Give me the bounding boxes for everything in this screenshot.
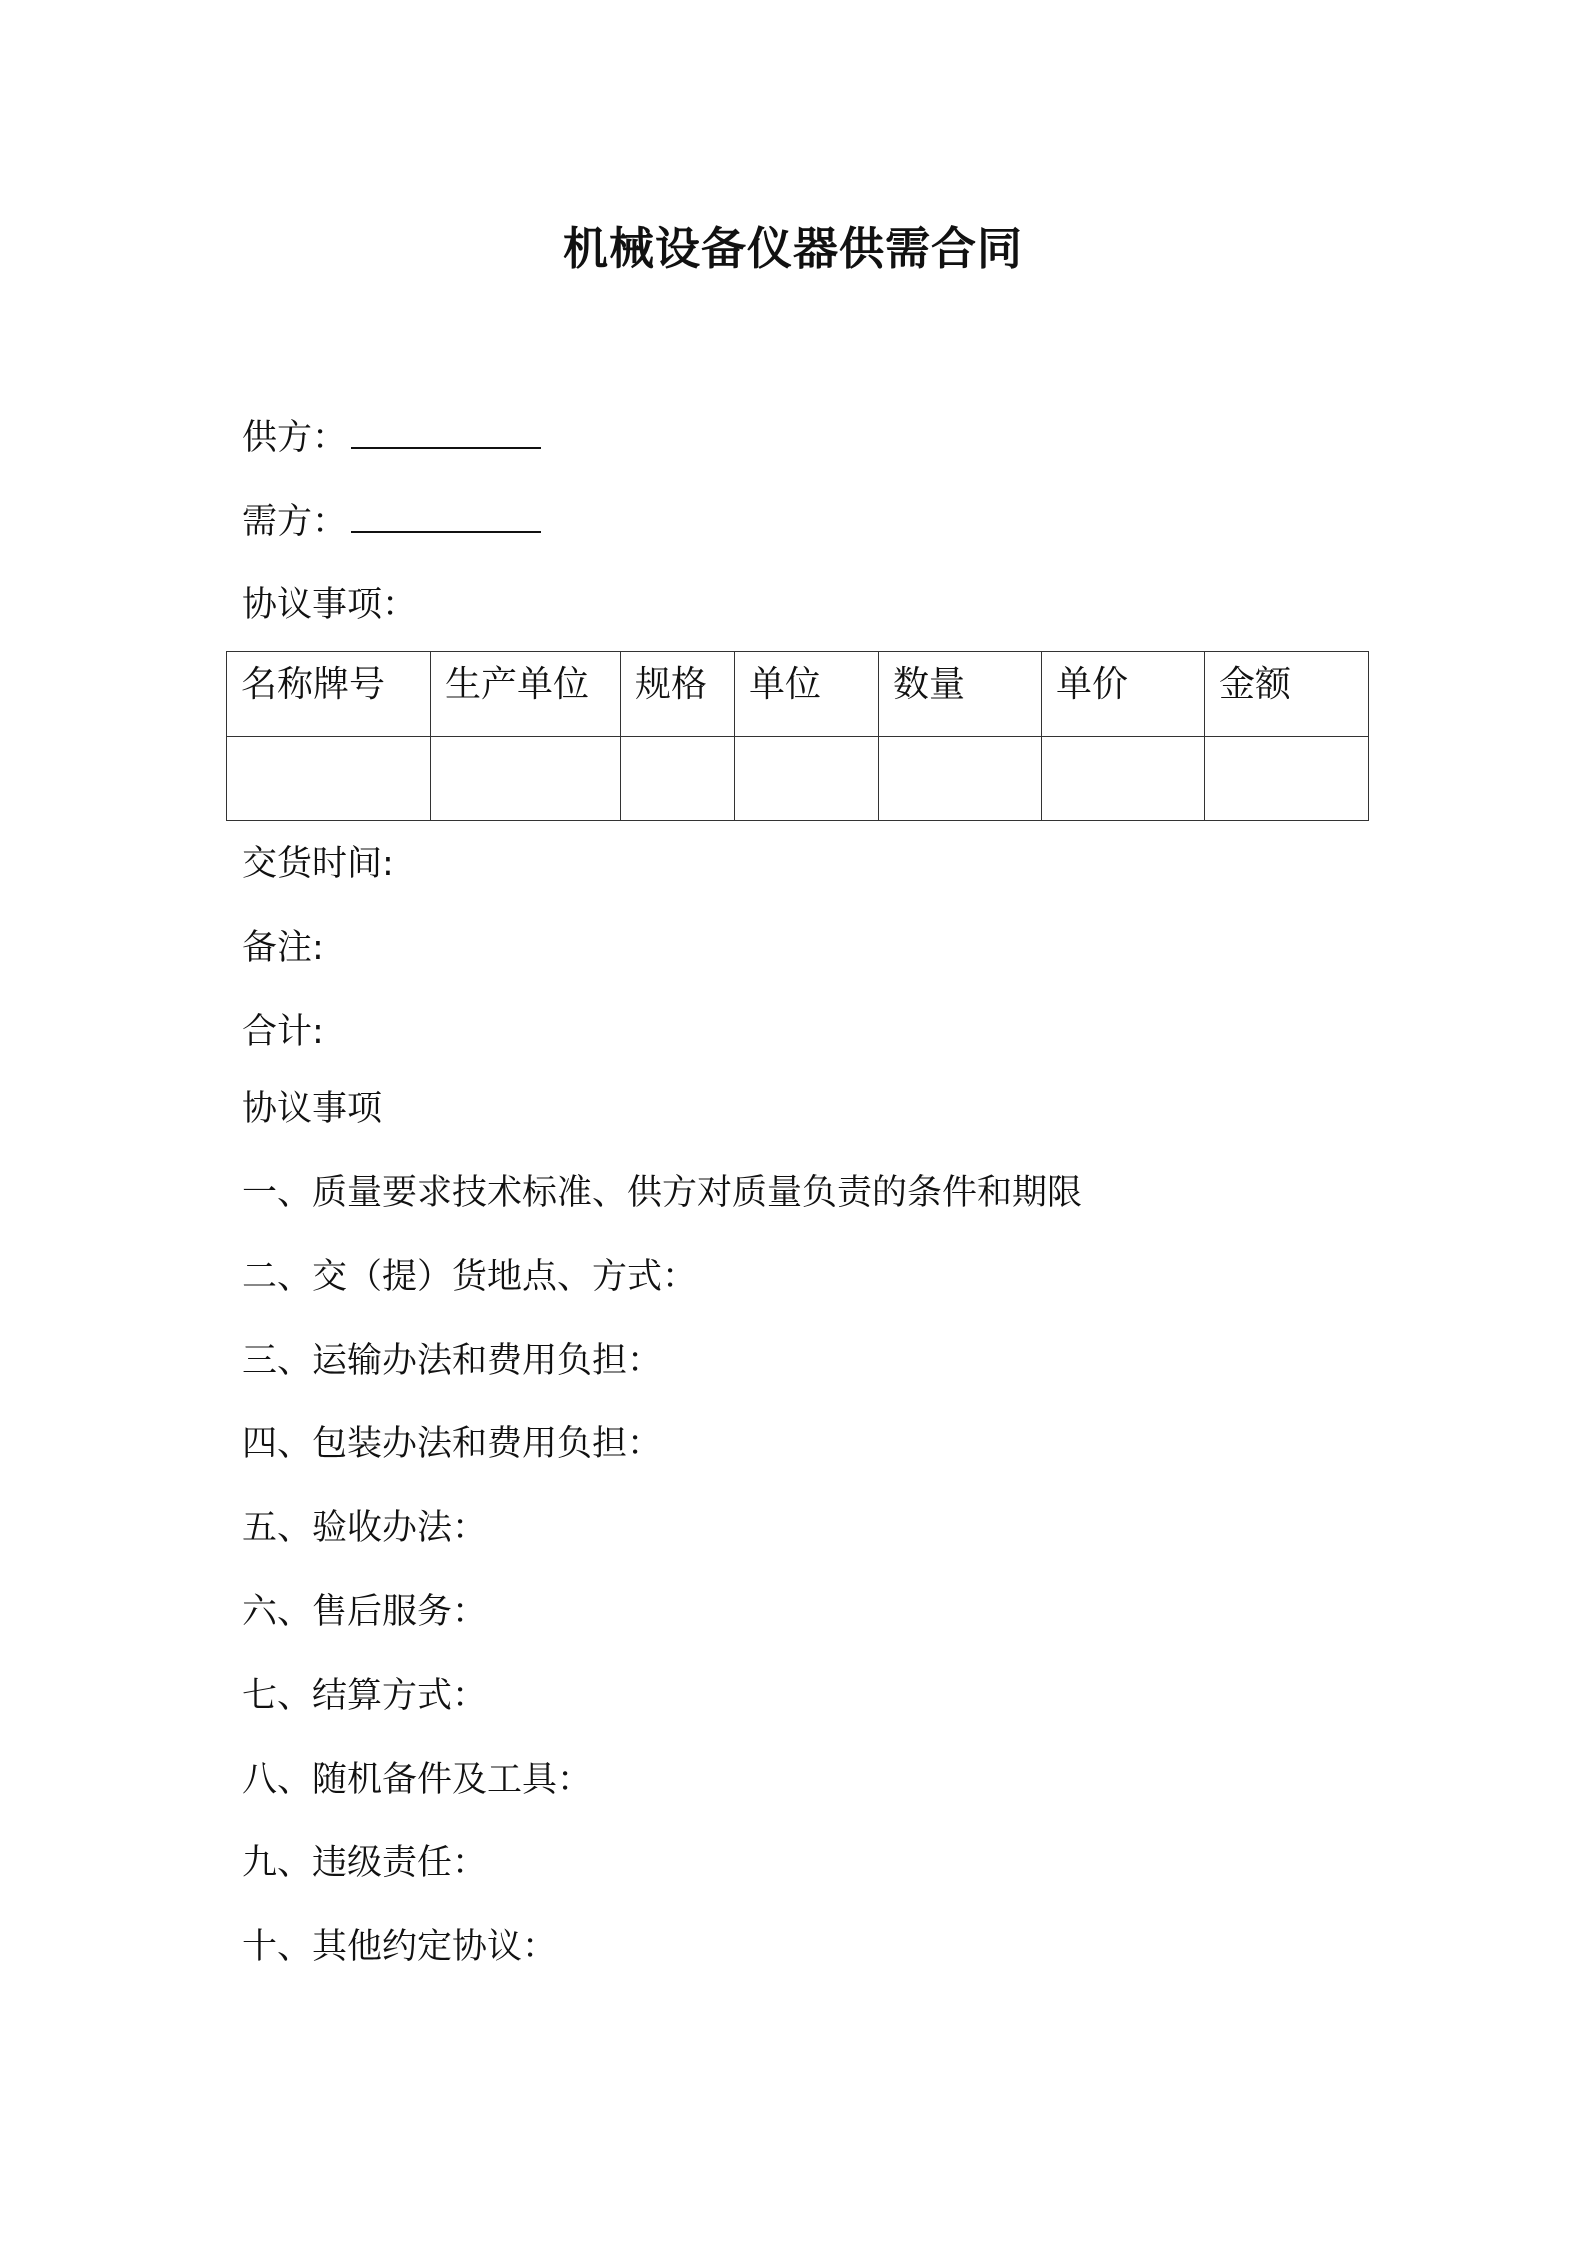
clause-item: 十、其他约定协议： [242,1927,558,1967]
supplier-label: 供方： [242,418,348,458]
table-header-row [227,652,1369,737]
table-header-cell: 名称牌号 [227,652,431,737]
clause-item: 四、包装办法和费用负担： [242,1424,663,1464]
supplier-line [242,416,541,460]
demander-blank-field[interactable] [351,501,541,533]
clause-item: 八、随机备件及工具： [242,1760,593,1800]
clause-item: 七、结算方式： [242,1676,488,1716]
table-cell[interactable] [879,737,1042,821]
goods-table [226,651,1369,821]
table-cell[interactable] [735,737,879,821]
demander-label: 需方： [242,502,348,542]
table-cell[interactable] [227,737,431,821]
clause-item: 三、运输办法和费用负担： [242,1341,663,1381]
clause-item: 六、售后服务： [242,1592,488,1632]
demander-line [242,500,541,544]
table-cell[interactable] [1042,737,1205,821]
table-header-cell: 数量 [879,652,1042,737]
clause-item: 一、质量要求技术标准、供方对质量负责的条件和期限 [242,1173,1083,1213]
agreement-label: 协议事项： [242,585,418,625]
supplier-blank-field[interactable] [351,417,541,449]
table-header-cell: 生产单位 [431,652,621,737]
table-row [227,737,1369,821]
table-cell[interactable] [431,737,621,821]
agreement-heading: 协议事项 [242,1089,383,1129]
table-cell[interactable] [1205,737,1369,821]
clause-item: 九、违级责任： [242,1843,488,1883]
table-header-cell: 规格 [621,652,735,737]
table-header-cell: 单价 [1042,652,1205,737]
table-header-cell: 单位 [735,652,879,737]
total-label: 合计: [242,1012,324,1052]
clause-item: 二、交（提）货地点、方式： [242,1257,698,1297]
remarks-label: 备注: [242,928,324,968]
clause-item: 五、验收办法： [242,1508,488,1548]
page-title: 机械设备仪器供需合同 [562,222,1023,275]
delivery-time-label: 交货时间: [242,844,394,884]
table-cell[interactable] [621,737,735,821]
table-header-cell: 金额 [1205,652,1369,737]
